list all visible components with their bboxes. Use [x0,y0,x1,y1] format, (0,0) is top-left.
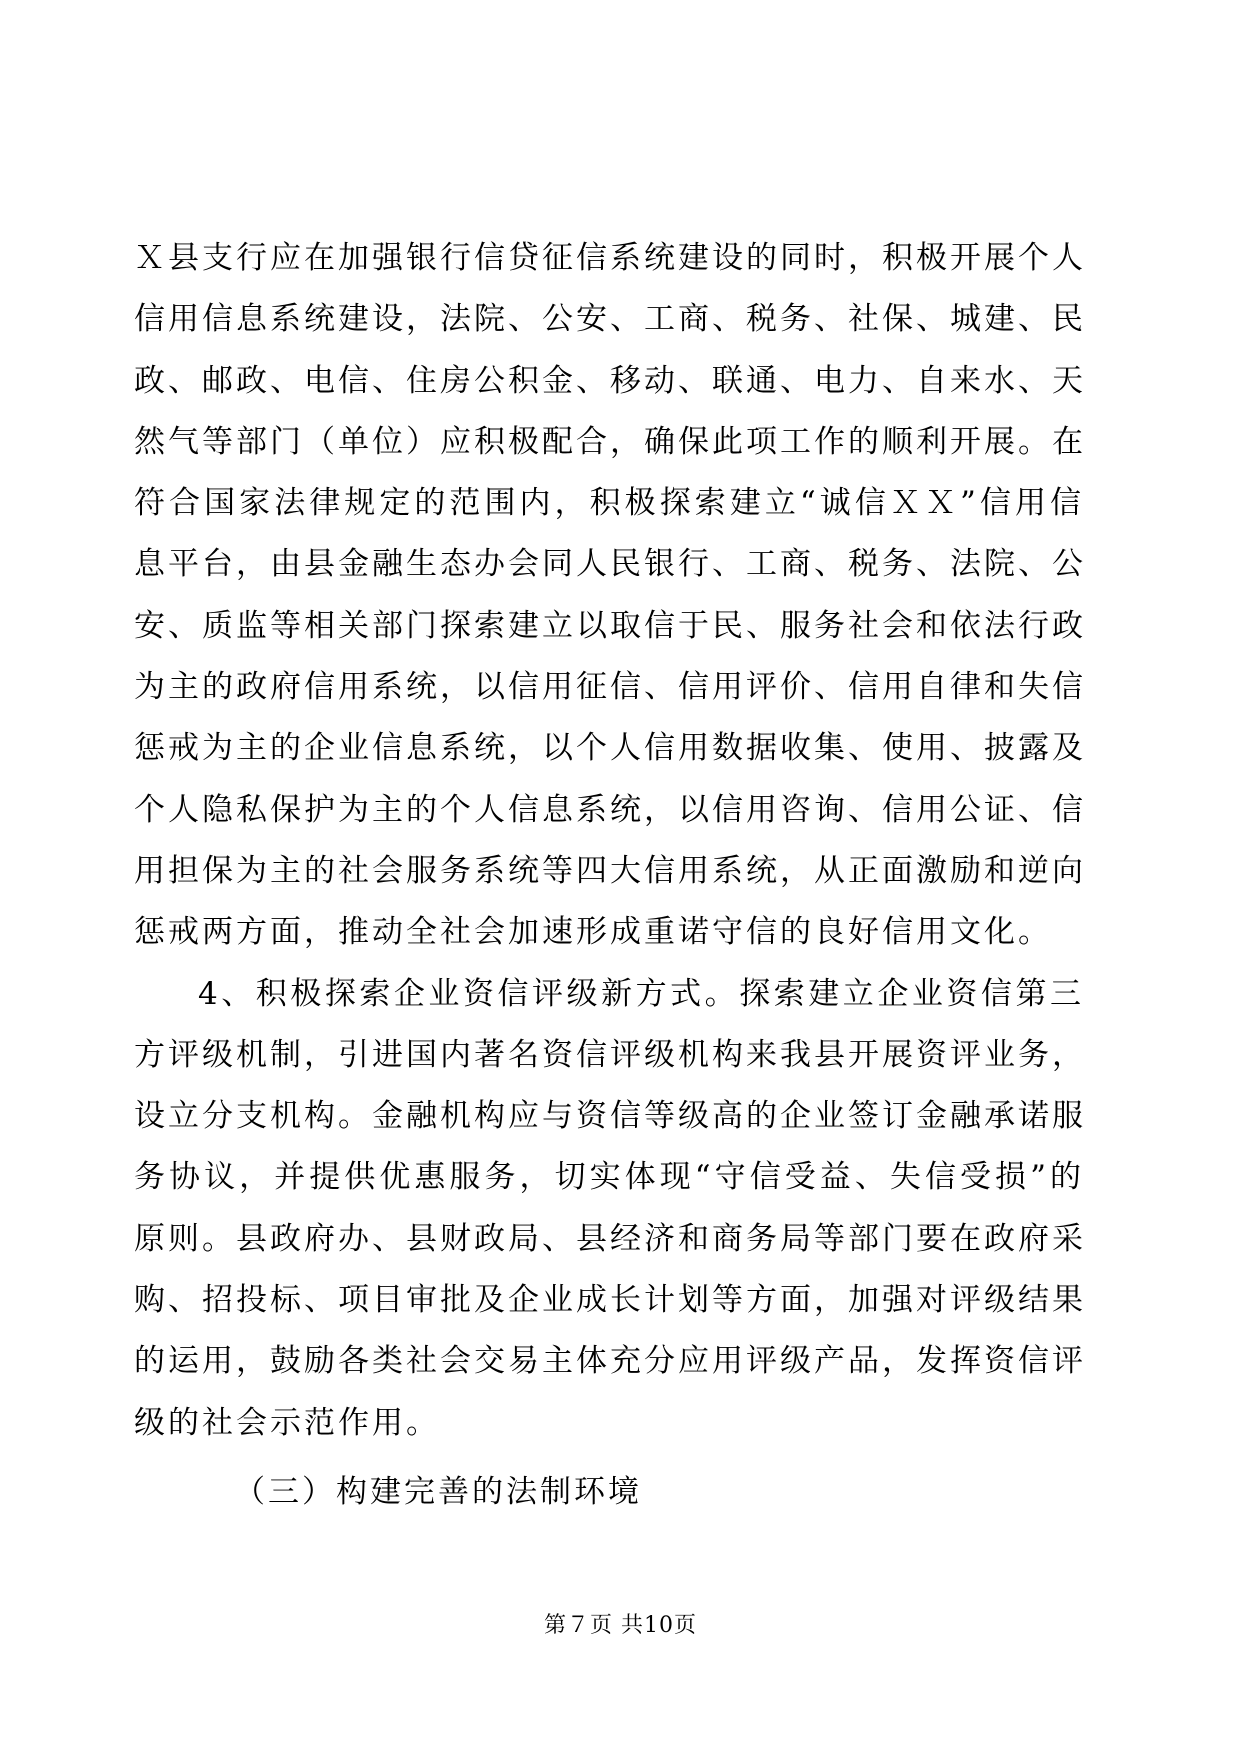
page-number-footer: 第７页 共10页 [544,1613,697,1638]
text-line: 用担保为主的社会服务系统等四大信用系统，从正面激励和逆向 [134,852,1086,889]
text-line: 安、质监等相关部门探索建立以取信于民、服务社会和依法行政 [134,607,1086,644]
text-line: 政、邮政、电信、住房公积金、移动、联通、电力、自来水、天 [134,362,1086,399]
text-line: 息平台，由县金融生态办会同人民银行、工商、税务、法院、公 [134,546,1086,583]
text-line: 购、招投标、项目审批及企业成长计划等方面，加强对评级结果 [134,1282,1086,1319]
text-line: 个人隐私保护为主的个人信息系统，以信用咨询、信用公证、信 [134,791,1086,828]
section-heading: （三）构建完善的法制环境 [234,1473,642,1510]
text-line: 级的社会示范作用。 [134,1404,440,1441]
text-line: 符合国家法律规定的范围内，积极探索建立“诚信ＸＸ”信用信 [134,485,1084,522]
paragraph-1 [134,228,1084,964]
text-line: 为主的政府信用系统，以信用征信、信用评价、信用自律和失信 [134,669,1086,706]
text-line: 惩戒两方面，推动全社会加速形成重诺守信的良好信用文化。 [134,914,1052,951]
text-line: 信用信息系统建设，法院、公安、工商、税务、社保、城建、民 [134,301,1086,338]
text-line: 方评级机制，引进国内著名资信评级机构来我县开展资评业务， [134,1036,1086,1073]
body-text [134,228,1084,1523]
text-line: 务协议，并提供优惠服务，切实体现“守信受益、失信受损”的 [134,1159,1084,1196]
text-line: 设立分支机构。金融机构应与资信等级高的企业签订金融承诺服 [134,1098,1086,1135]
text-line: Ｘ县支行应在加强银行信贷征信系统建设的同时，积极开展个人 [134,240,1086,276]
paragraph-2 [134,964,1084,1454]
text-line: 然气等部门（单位）应积极配合，确保此项工作的顺利开展。在 [134,423,1086,460]
text-line: 4、积极探索企业资信评级新方式。探索建立企业资信第三 [198,975,1084,1012]
text-line: 惩戒为主的企业信息系统，以个人信用数据收集、使用、披露及 [134,730,1086,767]
text-line: 的运用，鼓励各类社会交易主体充分应用评级产品，发挥资信评 [134,1343,1086,1380]
text-line: 原则。县政府办、县财政局、县经济和商务局等部门要在政府采 [134,1220,1086,1257]
